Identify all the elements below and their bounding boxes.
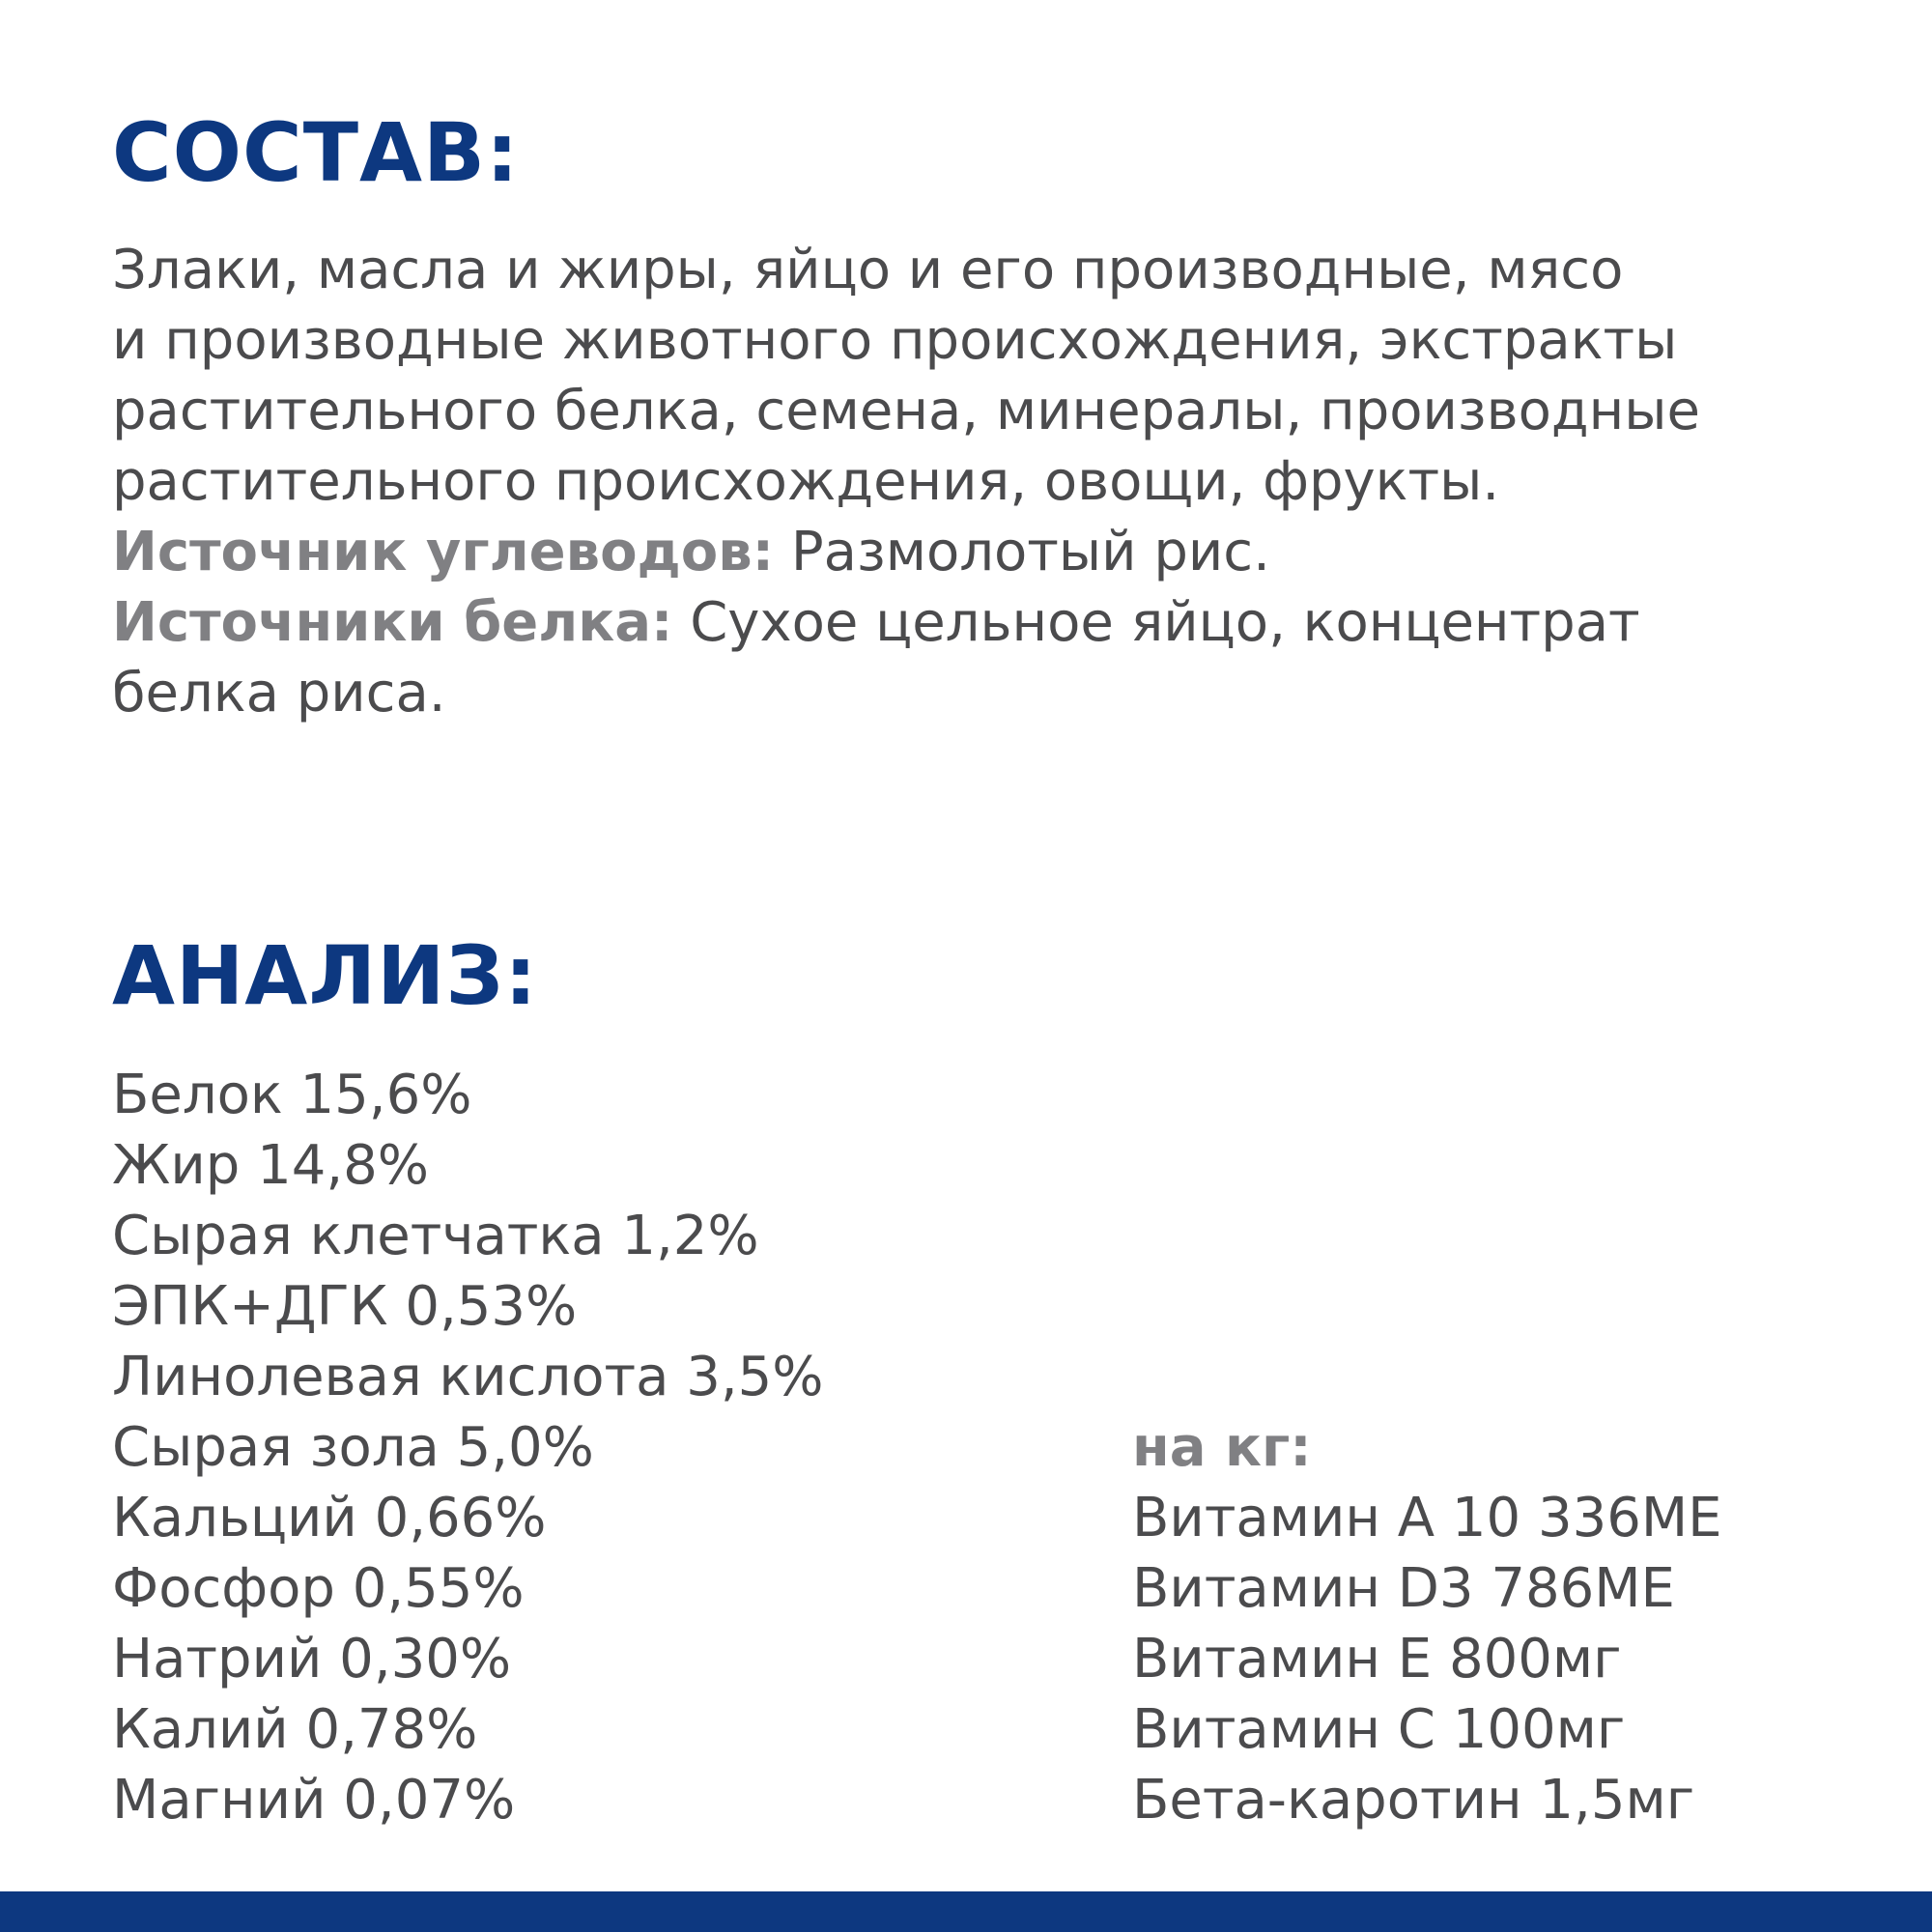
vitamin-c: Витамин С 100мг — [1132, 1698, 1626, 1761]
analysis-item-potassium: Калий 0,78% — [112, 1698, 478, 1761]
analysis-list — [112, 1060, 824, 1835]
per-kg-label: на кг: — [1132, 1416, 1312, 1479]
protein-source-line — [112, 587, 1889, 658]
composition-line: растительного белка, семена, минералы, производные — [112, 380, 1700, 442]
composition-line: Злаки, масла и жиры, яйцо и его производные, мясо — [112, 239, 1624, 301]
analysis-item-crude-fiber: Сырая клетчатка 1,2% — [112, 1205, 759, 1267]
analysis-item-linoleic-acid: Линолевая кислота 3,5% — [112, 1346, 824, 1408]
carbohydrate-source-line — [112, 517, 1889, 587]
analysis-item-epa-dha: ЭПК+ДГК 0,53% — [112, 1275, 578, 1338]
composition-line: и производные животного происхождения, экстракты — [112, 309, 1678, 372]
protein-source-continuation: белка риса. — [112, 662, 446, 724]
vitamin-e: Витамин Е 800мг — [1132, 1628, 1622, 1690]
carbohydrate-source-label: Источник углеводов: — [112, 521, 775, 583]
vitamins-block — [1132, 1412, 1722, 1835]
analysis-item-crude-ash: Сырая зола 5,0% — [112, 1416, 594, 1479]
analysis-item-phosphorus: Фосфор 0,55% — [112, 1557, 525, 1620]
analysis-item-fat: Жир 14,8% — [112, 1134, 429, 1197]
analysis-item-magnesium: Магний 0,07% — [112, 1769, 516, 1832]
composition-heading: СОСТАВ: — [112, 105, 520, 200]
beta-carotene: Бета-каротин 1,5мг — [1132, 1769, 1695, 1832]
vitamin-a: Витамин А 10 336МЕ — [1132, 1487, 1722, 1549]
footer-band — [0, 1891, 1932, 1932]
composition-line: растительного происхождения, овощи, фрукты. — [112, 450, 1500, 513]
protein-source-value: Сухое цельное яйцо, концентрат — [672, 591, 1640, 654]
analysis-item-calcium: Кальций 0,66% — [112, 1487, 547, 1549]
carbohydrate-source-value: Размолотый рис. — [774, 521, 1270, 583]
analysis-item-protein: Белок 15,6% — [112, 1064, 472, 1126]
protein-source-label: Источники белка: — [112, 591, 673, 654]
vitamin-d3: Витамин D3 786МЕ — [1132, 1557, 1675, 1620]
analysis-heading: АНАЛИЗ: — [112, 928, 538, 1023]
vitamins-list — [1132, 1483, 1722, 1835]
composition-text — [112, 235, 1889, 728]
analysis-item-sodium: Натрий 0,30% — [112, 1628, 512, 1690]
